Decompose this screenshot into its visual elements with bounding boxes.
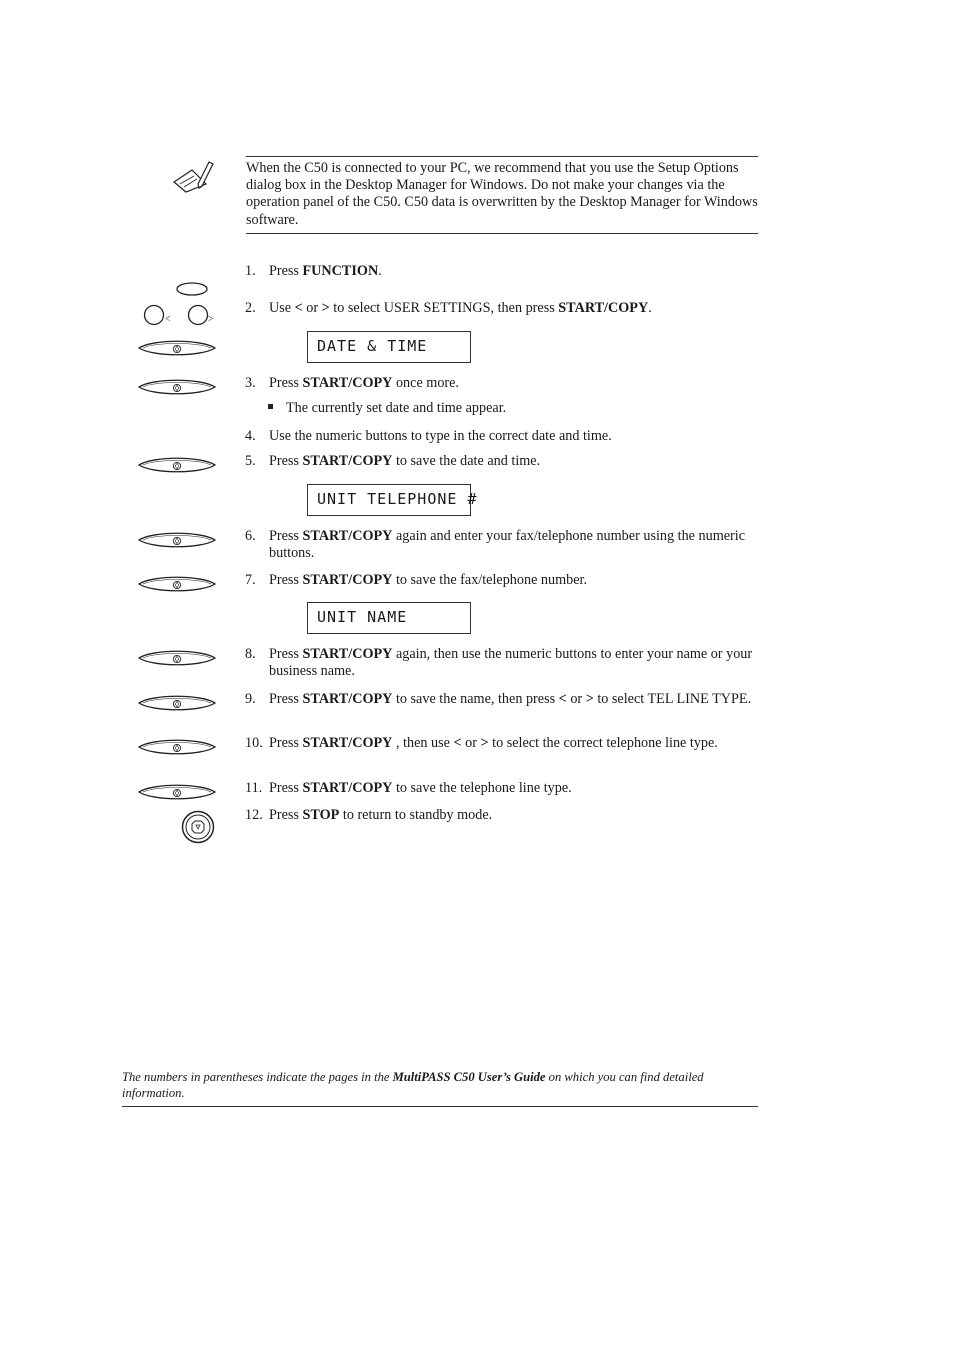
bullet-square-icon: [268, 404, 273, 409]
pencil-note-icon: [172, 158, 214, 196]
note-text: When the C50 is connected to your PC, we recommend that you use the Setup Options dialog box in the Desktop Manager for Windows. Do not make your changes via the operation panel of the C50. C50 data is overwritten by the Desktop Manager for Windows software.: [246, 156, 758, 234]
start-copy-button-icon: [137, 693, 217, 713]
arrow-left-label: <: [165, 314, 171, 325]
start-copy-button-icon: [137, 530, 217, 550]
start-copy-button-icon: [137, 737, 217, 757]
step-4: 4. Use the numeric buttons to type in the correct date and time.: [245, 428, 612, 444]
step-number: 1.: [245, 263, 256, 279]
start-copy-button-icon: [137, 782, 217, 802]
step-6: 6. Press START/COPY again and enter your fax/telephone number using the numeric buttons.: [245, 528, 746, 561]
start-copy-button-icon: [137, 455, 217, 475]
lcd-display: DATE & TIME: [307, 331, 471, 363]
step-12: 12. Press STOP to return to standby mode.: [245, 807, 493, 823]
lcd-display: UNIT NAME: [307, 602, 471, 634]
step-10: 10. Press START/COPY , then use < or > to select the correct telephone line type.: [245, 735, 718, 751]
step-3-bullet: The currently set date and time appear.: [268, 400, 506, 417]
start-copy-button-icon: [137, 574, 217, 594]
arrow-right-label: >: [208, 314, 214, 325]
step-11: 11. Press START/COPY to save the telephone line type.: [245, 780, 572, 796]
step-3: 3. Press START/COPY once more.: [245, 375, 459, 391]
step-2: 2. Use < or > to select USER SETTINGS, then press START/COPY.: [245, 300, 652, 316]
start-copy-button-icon: [137, 377, 217, 397]
step-9: 9. Press START/COPY to save the name, then press < or > to select TEL LINE TYPE.: [245, 691, 752, 707]
step-7: 7. Press START/COPY to save the fax/telephone number.: [245, 572, 588, 588]
start-copy-button-icon: [137, 338, 217, 358]
lcd-display: UNIT TELEPHONE #: [307, 484, 471, 516]
function-button-icon: [175, 282, 209, 298]
start-copy-button-icon: [137, 648, 217, 668]
step-5: 5. Press START/COPY to save the date and time.: [245, 453, 541, 469]
stop-button-icon: [181, 810, 215, 844]
step-1: 1. Press FUNCTION.: [245, 263, 382, 279]
footer-note: The numbers in parentheses indicate the pages in the MultiPASS C50 User’s Guide on which you can find detailed information.: [122, 1069, 758, 1107]
arrow-buttons-icon: [143, 304, 217, 328]
step-8: 8. Press START/COPY again, then use the numeric buttons to enter your name or your business name.: [245, 646, 753, 679]
